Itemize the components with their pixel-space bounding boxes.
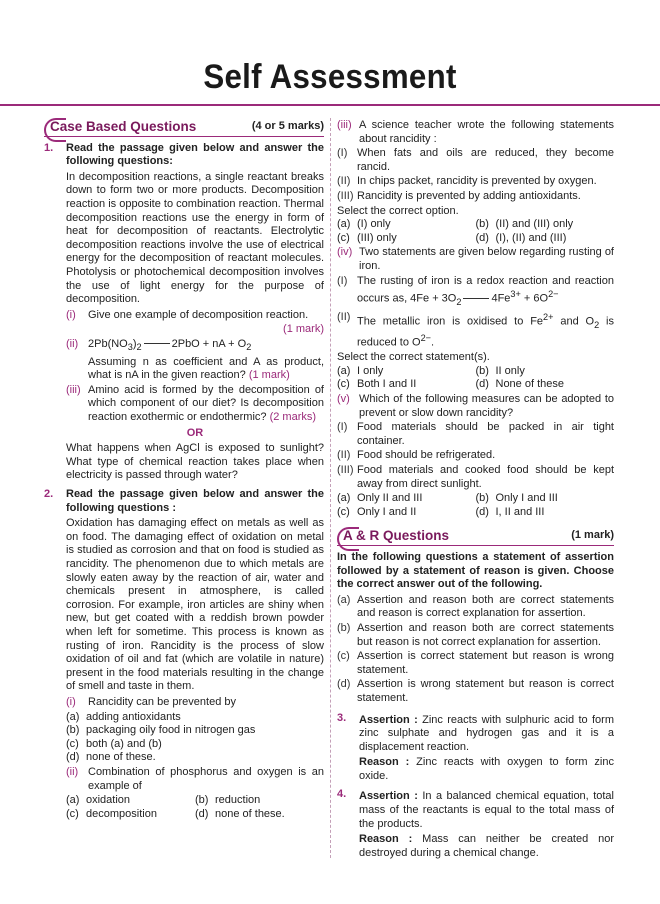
option-item: (d) None of these	[475, 378, 564, 391]
options-grid	[66, 794, 324, 821]
statement: (I) When fats and oils are reduced, they become rancid.	[337, 147, 614, 173]
marks-label: (1 mark)	[248, 369, 290, 382]
section-marks: (4 or 5 marks)	[251, 120, 324, 132]
ar-option: (a) Assertion and reason both are correct statements and reason is correct explanation for assertion.	[337, 593, 614, 620]
option-item: (b) packaging oily food in nitrogen gas	[66, 724, 256, 737]
statement: (II) Food should be refrigerated.	[337, 449, 496, 462]
sub-question: (ii) $2Pb(NO_3)_2$ 2PbO + nA + $O_2$	[66, 338, 324, 355]
option-item: (b) reduction	[195, 794, 261, 807]
left-column	[44, 118, 324, 821]
option-item: (b) Only I and III	[475, 492, 558, 505]
option-item: (c) (III) only	[337, 231, 397, 244]
option-item: (a) (I) only	[337, 218, 391, 231]
reaction-arrow-icon	[463, 298, 489, 299]
option-item: (c) both (a) and (b)	[66, 737, 162, 750]
question-2-passage: Oxidation has damaging effect on metals as well as on food. The damaging effect of oxidation on metal is studied as corrosion and that on food is studied as rancidity. The phenomenon due to which metals are slowly eaten away by the reaction of air, water and chemicals present in atmosphere, is called corrosion. For example, iron articles are shiny when new, but get coated with a reddish brown powder when left for sometime. This process is known as rusting of iron. Rancidity is the process of slow oxidation of oil and fat (which are volatile in nature) present in the food materials resulting in the change of smell and taste in them.	[66, 517, 324, 693]
option-item: (d) none of these.	[66, 751, 156, 764]
marks-label: (2 marks)	[269, 411, 317, 424]
question-2: 2. Read the passage given below and answer the following questions : Oxidation has damaging effect on metals as well as on food. The damaging effect of oxidation on metal is studied as corrosion and that on food is studied as rancidity. The phenomenon due to which metals are slowly eaten away by the reaction of air, water and chemicals present in atmosphere, is called corrosion. For example, iron articles are shiny when new, but get coated with a reddish brown powder when left for sometime. This process is known as rusting of iron. Rancidity is the process of slow oxidation of oil and fat (which are volatile in nature) present in the food materials resulting in the change of smell and taste in them. (i) Rancidity can be prevented by (a) adding antioxidants (b) packaging oily food in nitrogen gas (c) both (a) and (b) (d) none of these. (ii) Combination of phosphorus and oxygen is an example of (a) oxidation (b) reduction (c) decomposition (d) none of these.	[44, 488, 324, 820]
statement: (III) Food materials and cooked food should be kept away from direct sunlight.	[337, 464, 614, 490]
question-1: 1. Read the passage given below and answer the following questions: In decomposition reactions, a single reactant breaks down to form two or more products. Decomposition reaction is opposite to combination reaction. Thermal decomposition reactions use the energy in form of heat for decomposition of reactants. Electrolytic decomposition reactions involve the use of electrical energy for the decomposition of reactant molecules. Photolysis or photochemical decomposition involves the use of light energy for the purpose of decomposition. (i) Give one example of decomposition reaction. (1 mark) (ii) $2Pb(NO_3)_2$ 2PbO + nA + $O_2$ Assuming n as coefficient and A as product, what is nA in the given reaction? (1 mark) (iii) Amino acid is formed by the decomposition of which component of our diet? Is decomposition reaction exothermic or endothermic? (2 marks) OR What happens when AgCl is exposed to sunlight? What type of chemical reaction takes place when electricity is passed through water?	[44, 141, 324, 482]
sub-question: (i) Rancidity can be prevented by	[66, 695, 236, 708]
select-instruction: Select the correct statement(s).	[337, 351, 490, 364]
question-3: 3. Assertion : Zinc reacts with sulphuric acid to form zinc sulphate and hydrogen gas and it is a displacement reaction. Reason : Zinc reacts with oxygen to form zinc oxide.	[337, 711, 614, 782]
option-item: (b) (II) and (III) only	[475, 218, 574, 231]
option-item: (a) oxidation	[66, 794, 131, 807]
option-item: (a) I only	[337, 364, 384, 377]
statement: (I) Food materials should be packed in air tight container.	[337, 421, 614, 447]
question-4: 4. Assertion : In a balanced chemical equation, total mass of the reactants is equal to the total mass of the products. Reason : Mass can neither be created nor destroyed during a chemical change.	[337, 788, 614, 859]
statement: (I) The rusting of iron is a redox reaction and reaction occurs as, $4Fe + 3O_2$ $4Fe^{3+} + 6O^{2-}$	[337, 274, 614, 307]
option-item: (d) (I), (II) and (III)	[475, 231, 567, 244]
option-item: (c) Only I and II	[337, 505, 417, 518]
options-grid	[337, 218, 614, 245]
statement: (III) Rancidity is prevented by adding antioxidants.	[337, 189, 581, 202]
title-divider	[0, 104, 660, 106]
statement: (II) In chips packet, rancidity is prevented by oxygen.	[337, 175, 597, 188]
ar-option: (d) Assertion is wrong statement but reason is correct statement.	[337, 678, 614, 704]
statement: (II) The metallic iron is oxidised to $Fe^{2+}$ and $O_2$ is reduced to $O^{2-}$.	[337, 310, 615, 349]
sub-question: (v) Which of the following measures can be adopted to prevent or slow down rancidity?	[337, 393, 614, 419]
sub-question: (iv) Two statements are given below regarding rusting of iron.	[337, 246, 614, 272]
option-item: (b) II only	[475, 364, 525, 377]
select-instruction: Select the correct option.	[337, 204, 459, 217]
or-label: OR	[186, 426, 204, 439]
option-item: (c) decomposition	[66, 807, 157, 820]
ar-option: (c) Assertion is correct statement but reason is wrong statement.	[337, 650, 614, 676]
sub-question: (iii) Amino acid is formed by the decomposition of which component of our diet? Is decomposition reaction exothermic or endothermic? (2 marks)	[66, 383, 324, 424]
ar-section-header	[337, 527, 614, 546]
option-item: (a) Only II and III	[337, 492, 423, 505]
case-based-section-header	[44, 118, 324, 137]
option-item: (d) I, II and III	[475, 505, 545, 518]
section-title: Case Based Questions	[50, 119, 197, 134]
options-grid	[337, 365, 614, 392]
section-marks: (1 mark)	[571, 529, 614, 542]
option-item: (c) Both I and II	[337, 378, 417, 391]
sub-question: (ii) Combination of phosphorus and oxygen is an example of	[66, 765, 324, 792]
reaction-arrow-icon	[144, 343, 170, 344]
question-2-intro: Read the passage given below and answer the following questions :	[66, 488, 324, 514]
page-title: Self Assessment	[203, 58, 457, 96]
question-1-intro: Read the passage given below and answer the following questions:	[66, 141, 324, 168]
option-item: (d) none of these.	[195, 807, 285, 820]
column-divider	[330, 118, 331, 858]
equation: $2Pb(NO_3)_2$ 2PbO + nA + $O_2$	[88, 337, 252, 353]
question-1-passage: In decomposition reactions, a single reactant breaks down to form two or more products. Decomposition reaction is opposite to combination reaction. Thermal decomposition reactions use the energy in form of heat for decomposition of reactants. Electrolytic decomposition reactions involve the use of electrical energy for the decomposition of reactant molecules. Photolysis or photochemical decomposition involves the use of light energy for the purpose of decomposition.	[66, 170, 324, 306]
marks-label: (1 mark)	[283, 323, 324, 336]
right-column	[337, 118, 614, 862]
sub-question: (iii) A science teacher wrote the following statements about rancidity :	[337, 119, 614, 145]
sub-question: (i) Give one example of decomposition reaction.	[66, 308, 309, 321]
section-title: A & R Questions	[343, 528, 450, 544]
or-question: What happens when AgCl is exposed to sunlight? What type of chemical reaction takes place when electricity is passed through water?	[66, 442, 324, 482]
ar-instructions: In the following questions a statement of assertion followed by a statement of reason is given. Choose the correct answer out of the following.	[337, 550, 614, 591]
option-item: (a) adding antioxidants	[66, 710, 181, 723]
options-grid	[337, 492, 614, 519]
ar-option: (b) Assertion and reason both are correct statements but reason is not correct explanation for assertion.	[337, 621, 614, 648]
